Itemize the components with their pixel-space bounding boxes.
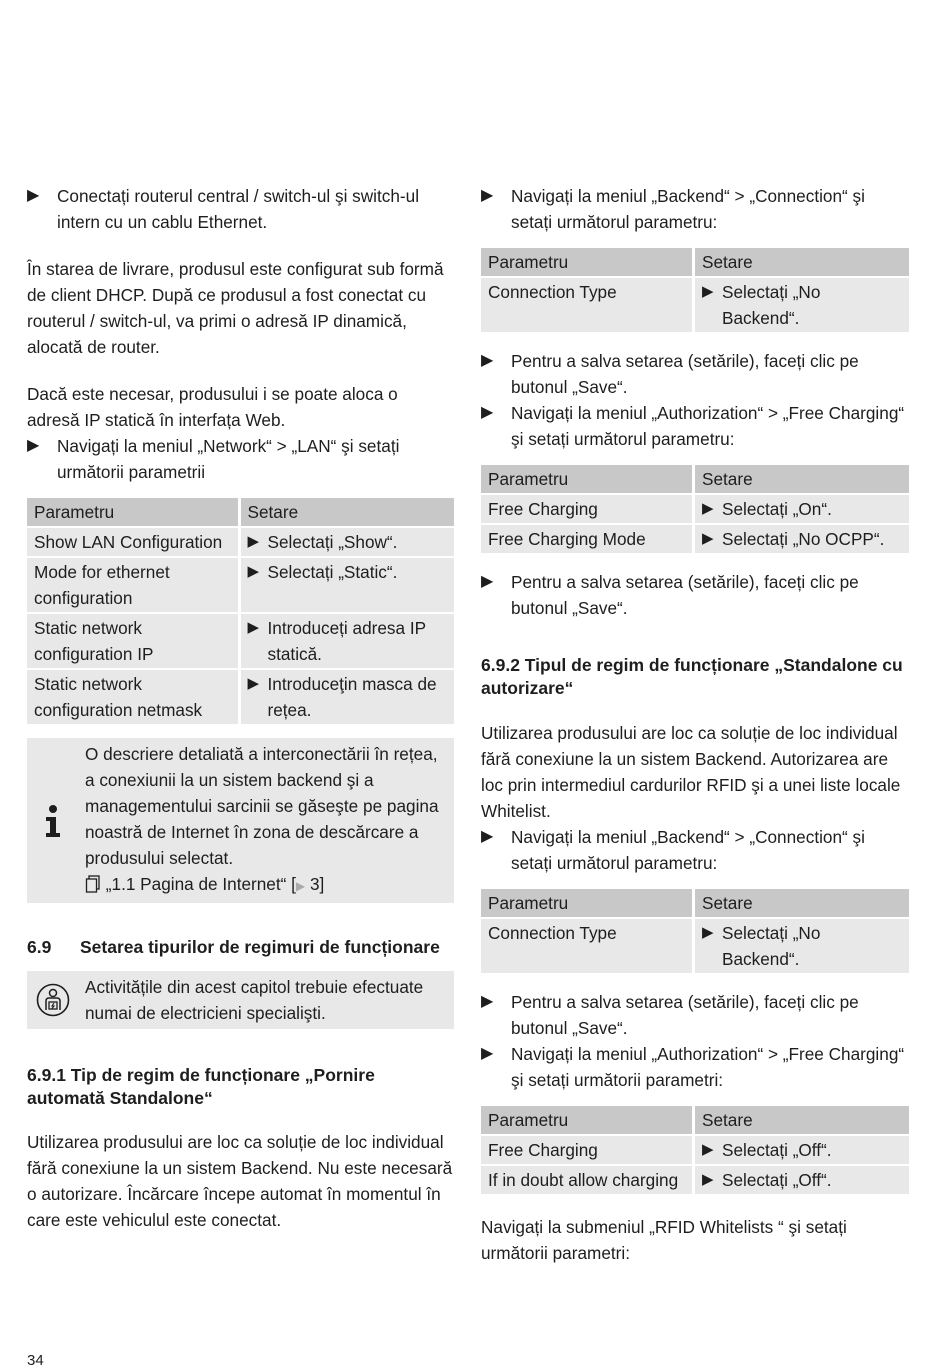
- table-cell: Mode for ethernet configuration: [27, 556, 241, 612]
- table-row: If in doubt allow charging ▶ Selectați „Off“.: [481, 1164, 909, 1194]
- section-heading-6-9-1: 6.9.1 Tip de regim de funcționare „Pornire automată Standalone“: [27, 1065, 375, 1108]
- table-header: Setare: [241, 498, 455, 526]
- table-cell: Show LAN Configuration: [27, 526, 241, 556]
- left-column: [27, 183, 454, 1233]
- table-header: Parametru: [481, 889, 695, 917]
- instruction-step: ▶ Pentru a salva setarea (setările), faceți clic pe butonul „Save“.: [481, 569, 909, 621]
- table-row: Static network configuration netmask ▶ Introduceţin masca de rețea.: [27, 668, 454, 724]
- triangle-bullet-icon: ▶: [481, 1045, 494, 1062]
- table-cell: Connection Type: [481, 276, 695, 332]
- triangle-bullet-icon: ▶: [27, 437, 40, 454]
- paragraph: Utilizarea produsului are loc ca soluție de loc individual fără conexiune la un sistem Backend. Autorizarea are loc prin intermediul cardurilor RFID şi a unei liste locale Whitelist.: [481, 723, 901, 821]
- warning-text: Activitățile din acest capitol trebuie efectuate numai de electricieni specialişti.: [85, 977, 424, 1023]
- table-header: Setare: [695, 889, 909, 917]
- table-header: Parametru: [481, 1106, 695, 1134]
- table-cell: Free Charging: [481, 1134, 695, 1164]
- table-cell: Static network configuration netmask: [27, 668, 241, 724]
- table-row: Show LAN Configuration ▶ Selectați „Show“.: [27, 526, 454, 556]
- instruction-step: ▶ Pentru a salva setarea (setările), faceți clic pe butonul „Save“.: [481, 348, 909, 400]
- table-header: Setare: [695, 465, 909, 493]
- paragraph: Navigați la submeniul „RFID Whitelists “ şi setați următorii parametri:: [481, 1217, 847, 1263]
- parameter-table: [481, 465, 909, 553]
- table-cell: Free Charging Mode: [481, 523, 695, 553]
- triangle-bullet-icon: ▶: [702, 283, 714, 300]
- instruction-step: ▶ Navigați la meniul „Backend“ > „Connection“ şi setați următorul parametru:: [481, 183, 909, 235]
- parameter-table: [481, 889, 909, 973]
- instruction-step: ▶ Pentru a salva setarea (setările), faceți clic pe butonul „Save“.: [481, 989, 909, 1041]
- paragraph: În starea de livrare, produsul este configurat sub formă de client DHCP. După ce produsul a fost conectat cu routerul / switch-ul, va primi o adresă IP dinamică, alocată de router.: [27, 259, 444, 357]
- instruction-step: ▶ Navigați la meniul „Network“ > „LAN“ şi setați următorii parametrii: [27, 433, 454, 485]
- table-header: Parametru: [481, 465, 695, 493]
- parameter-table: [481, 248, 909, 332]
- table-cell: Free Charging: [481, 493, 695, 523]
- parameter-table: [481, 1106, 909, 1194]
- info-text: O descriere detaliată a interconectării în rețea, a conexiunii la un sistem backend şi a managementului sarcinii se găseşte pe pagina noastră de Internet în zona de descărcare a produsului selectat.: [85, 744, 439, 868]
- table-header: Parametru: [27, 498, 241, 526]
- instruction-step: ▶ Conectați routerul central / switch-ul şi switch-ul intern cu un cablu Ethernet.: [27, 183, 454, 235]
- instruction-step: ▶ Navigați la meniul „Backend“ > „Connection“ şi setați următorul parametru:: [481, 824, 909, 876]
- info-box: [27, 738, 454, 903]
- table-cell: Connection Type: [481, 917, 695, 973]
- table-row: Free Charging ▶ Selectați „On“.: [481, 493, 909, 523]
- triangle-bullet-icon: ▶: [481, 993, 494, 1010]
- triangle-bullet-icon: ▶: [247, 563, 260, 580]
- triangle-bullet-icon: ▶: [702, 1141, 714, 1158]
- table-cell: Static network configuration IP: [27, 612, 241, 668]
- triangle-bullet-icon: ▶: [247, 675, 260, 692]
- page-number: 34: [27, 1352, 44, 1369]
- triangle-bullet-icon: ▶: [481, 828, 494, 845]
- section-heading-6-9-2: 6.9.2 Tipul de regim de funcționare „Standalone cu autorizare“: [481, 655, 903, 698]
- table-row: Connection Type ▶ Selectați „No Backend“.: [481, 917, 909, 973]
- paragraph: Dacă este necesar, produsului i se poate aloca o adresă IP statică în interfața Web.: [27, 384, 398, 430]
- triangle-bullet-icon: ▶: [702, 924, 714, 941]
- paragraph: Utilizarea produsului are loc ca soluție de loc individual fără conexiune la un sistem Backend. Nu este necesară o autorizare. Încărcare începe automat în momentul în care este vehiculul este conectat.: [27, 1132, 453, 1230]
- triangle-bullet-icon: ▶: [247, 533, 260, 550]
- info-icon: [27, 738, 79, 903]
- table-row: Free Charging ▶ Selectați „Off“.: [481, 1134, 909, 1164]
- parameter-table: [27, 498, 454, 724]
- triangle-bullet-icon: ▶: [247, 619, 260, 636]
- instruction-step: ▶ Navigați la meniul „Authorization“ > „Free Charging“ şi setați următorii parametri:: [481, 1041, 909, 1093]
- table-cell: If in doubt allow charging: [481, 1164, 695, 1194]
- triangle-bullet-icon: ▶: [702, 530, 714, 547]
- triangle-bullet-icon: ▶: [481, 573, 494, 590]
- right-column: [481, 183, 909, 1266]
- table-header: Parametru: [481, 248, 695, 276]
- section-heading-6-9: 6.9 Setarea tipurilor de regimuri de funcționare: [27, 937, 440, 957]
- electrician-icon: [27, 971, 79, 1029]
- triangle-bullet-icon: ▶: [27, 187, 40, 204]
- instruction-step: ▶ Navigați la meniul „Authorization“ > „Free Charging“ şi setați următorul parametru:: [481, 400, 909, 452]
- triangle-bullet-icon: ▶: [702, 1171, 714, 1188]
- table-row: Connection Type ▶ Selectați „No Backend“.: [481, 276, 909, 332]
- cross-reference-link[interactable]: „1.1 Pagina de Internet“ [▶ 3]: [105, 874, 325, 894]
- document-reference-icon: [85, 874, 101, 900]
- table-header: Setare: [695, 1106, 909, 1134]
- warning-box: [27, 971, 454, 1029]
- triangle-bullet-icon: ▶: [481, 187, 494, 204]
- table-header: Setare: [695, 248, 909, 276]
- triangle-bullet-icon: ▶: [481, 352, 494, 369]
- table-row: Free Charging Mode ▶ Selectați „No OCPP“.: [481, 523, 909, 553]
- page-arrow-icon: ▶: [295, 879, 306, 893]
- triangle-bullet-icon: ▶: [481, 404, 494, 421]
- table-row: Mode for ethernet configuration ▶ Selectați „Static“.: [27, 556, 454, 612]
- table-row: Static network configuration IP ▶ Introduceți adresa IP statică.: [27, 612, 454, 668]
- triangle-bullet-icon: ▶: [702, 500, 714, 517]
